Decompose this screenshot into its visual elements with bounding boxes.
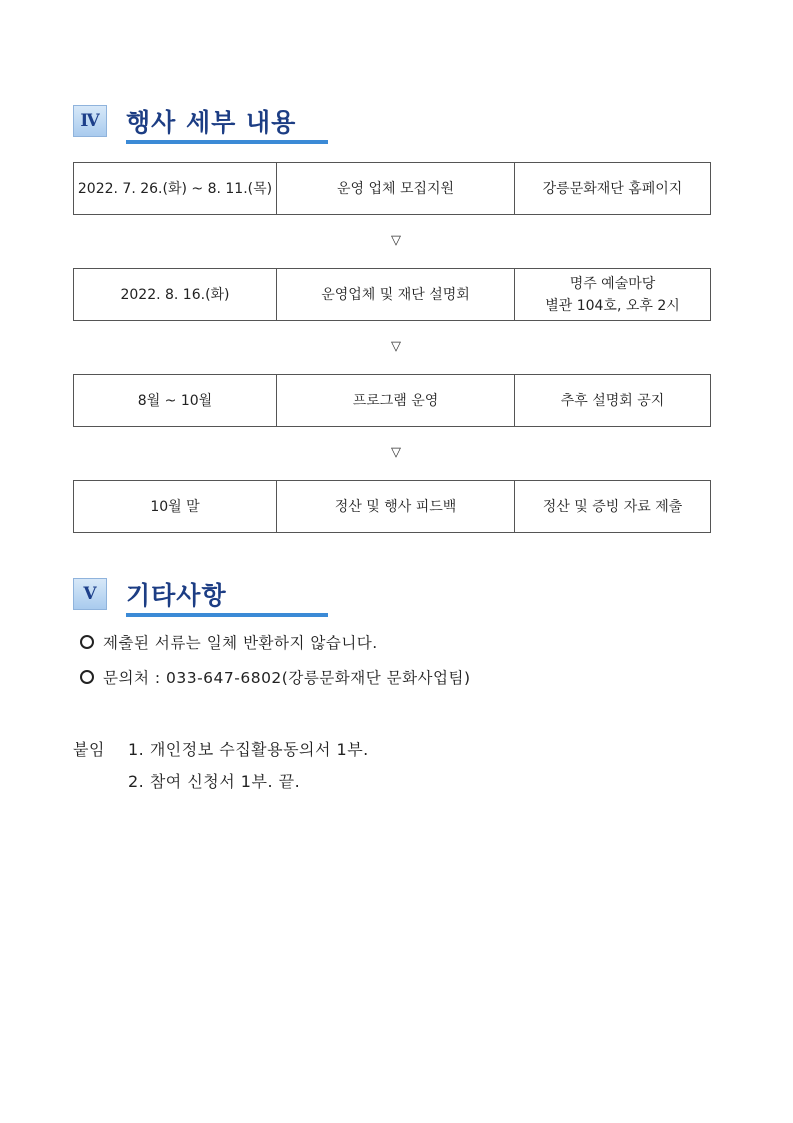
- section-5-title: 기타사항: [126, 581, 227, 610]
- schedule-date: 8월 ~ 10월: [74, 375, 277, 426]
- schedule-date: 2022. 7. 26.(화) ~ 8. 11.(목): [74, 163, 277, 214]
- section-4-numeral: Ⅳ: [73, 105, 107, 137]
- notice-bullet: [80, 631, 378, 653]
- section-5-underline: [126, 613, 328, 617]
- circle-bullet-icon: [80, 635, 94, 649]
- schedule-task: 운영업체 및 재단 설명회: [277, 269, 515, 320]
- attachment-label: 붙임: [73, 740, 105, 759]
- flow-arrow: ▽: [391, 339, 401, 354]
- schedule-task: 정산 및 행사 피드백: [277, 481, 515, 532]
- section-5-header: [73, 576, 333, 616]
- notice-text: 제출된 서류는 일체 반환하지 않습니다.: [103, 634, 378, 652]
- schedule-date: 2022. 8. 16.(화): [74, 269, 277, 320]
- schedule-note-line: 추후 설명회 공지: [560, 392, 665, 409]
- schedule-note: [515, 375, 710, 426]
- section-4-header: [73, 103, 333, 143]
- flow-arrow: ▽: [391, 233, 401, 248]
- attachment-item-1: 1. 개인정보 수집활용동의서 1부.: [128, 740, 369, 759]
- contact-text: 문의처 : 033-647-6802(강릉문화재단 문화사업팀): [103, 669, 471, 687]
- schedule-row-1: [73, 162, 711, 215]
- schedule-row-3: [73, 374, 711, 427]
- schedule-note-line: 별관 104호, 오후 2시: [545, 297, 680, 314]
- schedule-task: 운영 업체 모집지원: [277, 163, 515, 214]
- flow-arrow: ▽: [391, 445, 401, 460]
- schedule-note: [515, 481, 710, 532]
- schedule-note: [515, 163, 710, 214]
- circle-bullet-icon: [80, 670, 94, 684]
- schedule-note-line: 정산 및 증빙 자료 제출: [542, 498, 683, 515]
- schedule-note-line: 강릉문화재단 홈페이지: [542, 180, 683, 197]
- section-4-underline: [126, 140, 328, 144]
- attachment-item-2: 2. 참여 신청서 1부. 끝.: [128, 772, 301, 791]
- section-4-title: 행사 세부 내용: [126, 108, 297, 137]
- schedule-note: [515, 269, 710, 320]
- section-5-numeral: Ⅴ: [73, 578, 107, 610]
- schedule-row-4: [73, 480, 711, 533]
- schedule-task: 프로그램 운영: [277, 375, 515, 426]
- schedule-date: 10월 말: [74, 481, 277, 532]
- schedule-row-2: [73, 268, 711, 321]
- schedule-note-line: 명주 예술마당: [569, 275, 656, 292]
- contact-bullet: [80, 666, 471, 688]
